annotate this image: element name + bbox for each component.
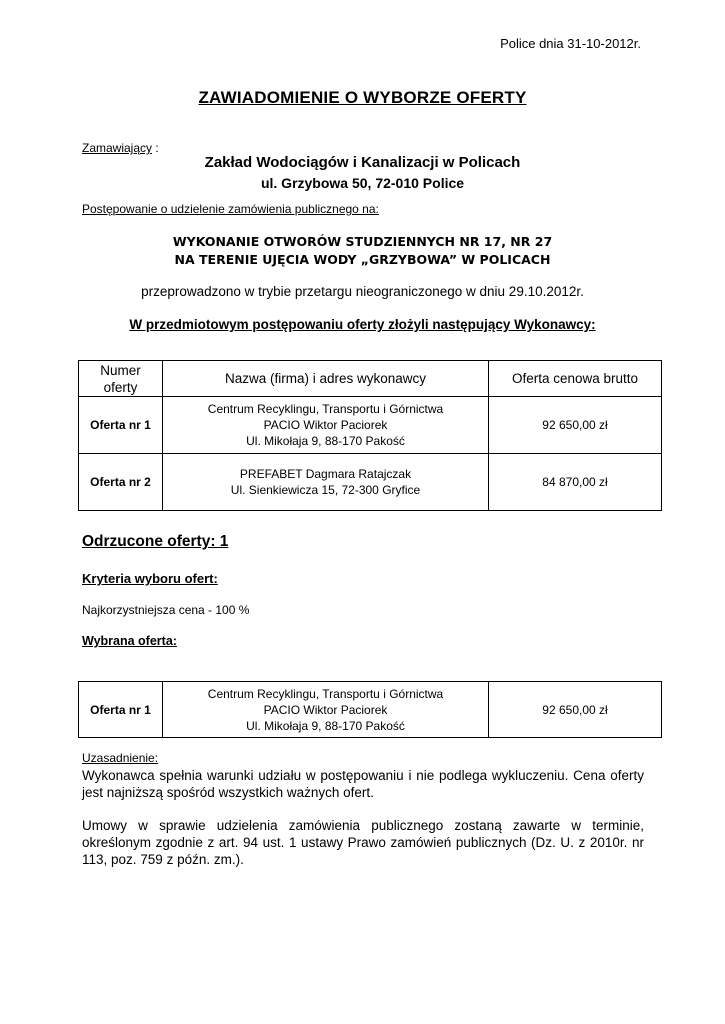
offer-price: 92 650,00 zł (489, 397, 662, 454)
justification-label: Uzasadnienie: (82, 751, 159, 765)
chosen-offer-price: 92 650,00 zł (489, 682, 662, 738)
contractor-line: Centrum Recyklingu, Transportu i Górnictwa (207, 402, 444, 416)
contractor-line: PACIO Wiktor Paciorek (263, 702, 388, 717)
table-header-row (79, 361, 662, 397)
document-date: Police dnia 31-10-2012r. (500, 36, 641, 51)
subject-line-1: WYKONANIE OTWORÓW STUDZIENNYCH NR 17, NR 27 (172, 234, 553, 249)
organization-name: Zakład Wodociągów i Kanalizacji w Policach (204, 154, 521, 171)
subject-line-2: NA TERENIE UJĘCIA WODY „GRZYBOWA” W POLICACH (174, 252, 551, 267)
offer-price: 84 870,00 zł (489, 454, 662, 511)
chosen-offer-table (78, 681, 662, 738)
header-number (79, 361, 163, 397)
header-price: Oferta cenowa brutto (489, 361, 662, 397)
header-number-line1: Numer (100, 362, 141, 378)
contractor-line: Centrum Recyklingu, Transportu i Górnictwa (207, 686, 444, 701)
chosen-heading: Wybrana oferta: (82, 634, 177, 648)
document-title: ZAWIADOMIENIE O WYBORZE OFERTY (198, 88, 527, 107)
contracting-label: Zamawiający (82, 141, 153, 155)
contract-paragraph: Umowy w sprawie udzielenia zamówienia publicznego zostaną zawarte w terminie, określonym zgodnie z art. 94 ust. 1 ustawy Prawo zamówień publicznych (Dz. U. z 2010r. nr 113, poz. 759 z późn. zm.). (82, 818, 644, 867)
rejected-offers: Odrzucone oferty: 1 (82, 533, 229, 550)
offers-table (78, 360, 662, 511)
organization-address: ul. Grzybowa 50, 72-010 Police (260, 175, 465, 191)
offer-contractor (163, 454, 489, 511)
offer-label: Oferta nr 2 (79, 454, 163, 511)
procedure-mode: przeprowadzono w trybie przetargu nieograniczonego w dniu 29.10.2012r. (141, 284, 584, 299)
chosen-offer-label: Oferta nr 1 (79, 682, 163, 738)
contractor-line: Ul. Sienkiewicza 15, 72-300 Gryfice (230, 483, 421, 497)
contractor-line: Ul. Mikołaja 9, 88-170 Pakość (246, 718, 405, 733)
criteria-heading: Kryteria wyboru ofert: (82, 571, 218, 586)
criteria-text: Najkorzystniejsza cena - 100 % (82, 603, 250, 617)
procedure-subject (0, 233, 725, 269)
justification-paragraph: Wykonawca spełnia warunki udziału w postępowaniu i nie podlega wykluczeniu. Cena oferty jest najniższą spośród wszystkich ważnych ofert. (82, 768, 644, 800)
table-row (79, 454, 662, 511)
offer-contractor (163, 397, 489, 454)
chosen-offer-contractor (163, 682, 489, 738)
table-row (79, 397, 662, 454)
procedure-label: Postępowanie o udzielenie zamówienia publicznego na: (82, 202, 379, 216)
contractor-line: PACIO Wiktor Paciorek (263, 418, 388, 432)
contractor-line: Ul. Mikołaja 9, 88-170 Pakość (246, 434, 405, 448)
header-name: Nazwa (firma) i adres wykonawcy (163, 361, 489, 397)
offers-heading: W przedmiotowym postępowaniu oferty złożyli następujący Wykonawcy: (129, 317, 596, 332)
offer-label: Oferta nr 1 (79, 397, 163, 454)
table-row (79, 682, 662, 738)
contractor-line: PREFABET Dagmara Ratajczak (239, 467, 412, 481)
contracting-colon: : (152, 141, 159, 155)
header-number-line2: oferty (103, 379, 138, 395)
